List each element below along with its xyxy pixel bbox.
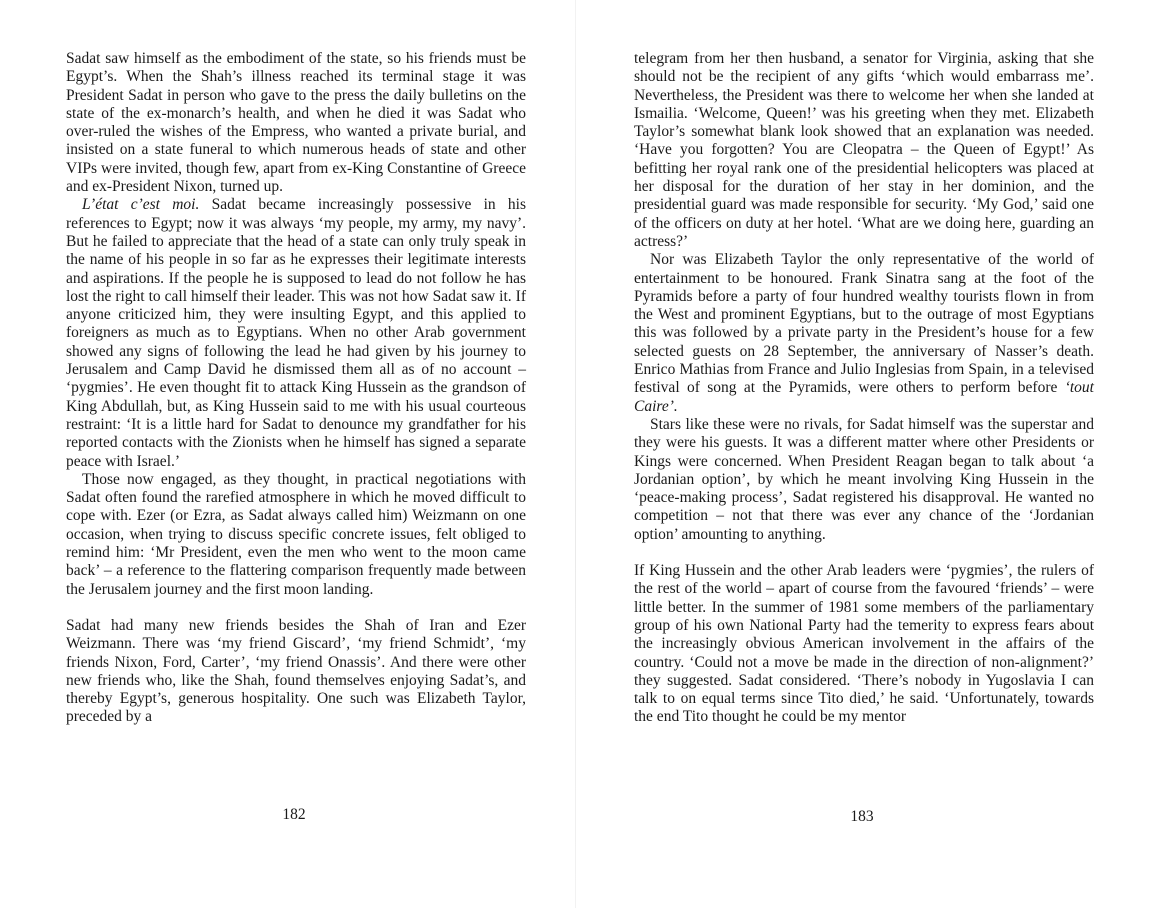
paragraph-text: Nor was Elizabeth Taylor the only representative of the world of entertainment to be honoured. Frank Sinatra sang at the foot of the Pyramids before a party of four hundred wealthy tourists flown in from the West and prominent Egyptians, but to the outrage of most Egyptians this was followed by a private party in the President’s house for a few selected guests on 28 September, the anniversary of Nasser’s death. Enrico Mathias from France and Julio Inglesias from Spain, in a televised festival of song at the Pyramids, were others to perform before [634, 251, 1094, 397]
italic-phrase: ‘tout Caire’. [634, 379, 1094, 415]
page-number: 182 [282, 806, 306, 823]
paragraph: telegram from her then husband, a senator for Virginia, asking that she should not be the recipient of any gifts ‘which would embarrass me’. Nevertheless, the President was there to welcome her when she landed at Ismailia. ‘Welcome, Queen!’ was his greeting when they met. Elizabeth Taylor’s somewhat blank look showed that an explanation was needed. ‘Have you forgotten? You are Cleopatra – the Queen of Egypt!’ As befitting her royal rank one of the presidential helicopters was placed at her disposal for the duration of her stay in her dominion, and the presidential guard was made responsible for security. ‘My God,’ said one of the officers on duty at her hotel. ‘What are we doing here, guarding an actress?’ [634, 50, 1094, 250]
paragraph: Sadat had many new friends besides the Shah of Iran and Ezer Weizmann. There was ‘my friend Giscard’, ‘my friend Schmidt’, ‘my friends Nixon, Ford, Carter’, ‘my friend Onassis’. And there were other new friends who, like the Shah, found themselves enjoying Sadat’s, and thereby Egypt’s, generous hospitality. One such was Elizabeth Taylor, preceded by a [66, 616, 526, 726]
left-page [66, 50, 526, 727]
paragraph-text: Sadat became increasingly possessive in his references to Egypt; now it was always ‘my people, my army, my navy’. But he failed to appreciate that the head of a state can only truly speak in the name of his people in so far as he expresses their legitimate interests and aspirations. If the people he is supposed to lead do not follow he has lost the right to call himself their leader. This was not how Sadat saw it. If anyone criticized him, they were insulting Egypt, and this applied to foreigners as much as to Egyptians. When no other Arab government showed any signs of following the lead he had given by his journey to Jerusalem and Camp David he dismissed them all as of no account – ‘pygmies’. He even thought fit to attack King Hussein as the grandson of King Abdullah, but, as King Hussein said to me with his usual courteous restraint: ‘It is a little hard for Sadat to denounce my grandfather for his reported contacts with the Zionists when he himself has signed a separate peace with Israel.’ [66, 196, 527, 470]
paragraph: Those now engaged, as they thought, in practical negotiations with Sadat often found the rarefied atmosphere in which he moved difficult to cope with. Ezer (or Ezra, as Sadat always called him) Weizmann on one occasion, when trying to discuss specific concrete issues, felt obliged to remind him: ‘Mr President, even the men who went to the moon came back’ – a reference to the flattering comparison frequently made between the Jerusalem journey and the first moon landing. [66, 470, 526, 598]
paragraph [634, 251, 1094, 416]
italic-phrase: L’état c’est moi. [82, 196, 200, 214]
gutter [575, 0, 576, 908]
paragraph: If King Hussein and the other Arab leaders were ‘pygmies’, the rulers of the rest of the world – apart of course from the favoured ‘friends’ – were little better. In the summer of 1981 some members of the parliamentary group of his own National Party had the temerity to express fears about the increasingly obvious American involvement in the affairs of the country. ‘Could not a move be made in the direction of non-alignment?’ they suggested. Sadat considered. ‘There’s nobody in Yugoslavia I can talk to on equal terms since Tito died,’ he said. ‘Unfortunately, towards the end Tito thought he could be my mentor [634, 562, 1094, 726]
right-page [634, 50, 1094, 727]
paragraph [66, 196, 526, 470]
paragraph: Sadat saw himself as the embodiment of the state, so his friends must be Egypt’s. When the Shah’s illness reached its terminal stage it was President Sadat in person who gave to the press the daily bulletins on the state of the ex-monarch’s health, and when he died it was Sadat who over-ruled the wishes of the Empress, who wanted a private burial, and insisted on a state funeral to which numerous heads of state and other VIPs were invited, though few, apart from ex-King Constantine of Greece and ex-President Nixon, turned up. [66, 50, 526, 196]
page-number: 183 [850, 808, 874, 825]
paragraph: Stars like these were no rivals, for Sadat himself was the superstar and they were his guests. It was a different matter where other Presidents or Kings were concerned. When President Reagan began to talk about ‘a Jordanian option’, by which he meant involving King Hussein in the ‘peace-making process’, Sadat registered his disapproval. He wanted no competition – not that there was ever any chance of the ‘Jordanian option’ amounting to anything. [634, 415, 1094, 543]
